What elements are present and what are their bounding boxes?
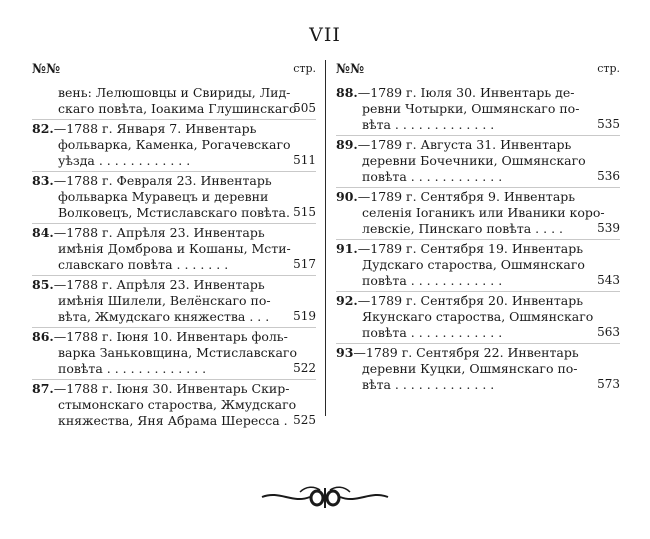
index-entry [336,137,620,188]
entry-number: 92. [336,293,358,308]
entry-line: 89.—1789 г. Августа 31. Инвентарь [336,137,572,152]
entry-line: имѣнія Домброва и Кошаны, Мсти- [58,241,291,256]
entry-line: 88.—1789 г. Іюля 30. Инвентарь де- [336,85,575,100]
entry-page-number: 522 [293,361,316,375]
index-entry [32,381,316,431]
page-column-label: стр. [597,62,620,75]
entry-page-number: 511 [293,153,316,167]
entry-line: селенія Іоганикъ или Иваники коро- [362,205,605,220]
index-entry [32,121,316,172]
entry-number: 85. [32,277,54,292]
index-entry [336,189,620,240]
right-column-header [336,62,620,84]
entry-line: Дудскаго староства, Ошмянскаго [362,257,585,272]
entry-page-number: 515 [293,205,316,219]
entry-line: левскіе, Пинскаго повѣта . . . . [362,221,563,236]
right-column [336,62,620,395]
page-number: VII [309,24,341,46]
entry-line: 87.—1788 г. Іюня 30. Инвентарь Скир- [32,381,290,396]
entry-line: 84.—1788 г. Апрѣля 23. Инвентарь [32,225,265,240]
entry-number: 82. [32,121,54,136]
entry-line: деревни Куцки, Ошмянскаго по- [362,361,578,376]
entry-line: Волковецъ, Мстиславскаго повѣта. [58,205,290,220]
entry-page-number: 517 [293,257,316,271]
left-column-header [32,62,316,84]
entry-page-number: 563 [597,325,620,339]
index-entry [32,225,316,276]
entry-line: 92.—1789 г. Сентября 20. Инвентарь [336,293,584,308]
entry-number: 88. [336,85,358,100]
entry-line: 82.—1788 г. Января 7. Инвентарь [32,121,257,136]
entry-number: 87. [32,381,54,396]
entry-number: 91. [336,241,358,256]
entry-line: фольварка Муравецъ и деревни [58,189,269,204]
entry-page-number: 543 [597,273,620,287]
index-entry [336,85,620,136]
entry-line: варка Заньковщина, Мстиславскаго [58,345,297,360]
entry-page-number: 505 [293,101,316,115]
index-entry [32,277,316,328]
entry-line: вѣта . . . . . . . . . . . . . [362,377,495,392]
entry-line: вѣта . . . . . . . . . . . . . [362,117,495,132]
number-column-label: №№ [336,62,365,77]
entry-line: повѣта . . . . . . . . . . . . [362,325,503,340]
entry-line: деревни Бочечники, Ошмянскаго [362,153,586,168]
entry-line: стымонскаго староства, Жмудскаго [58,397,297,412]
entry-line: княжества, Яня Абрама Шересса . [58,413,288,428]
entry-line: повѣта . . . . . . . . . . . . [362,169,503,184]
left-column [32,62,316,431]
entry-line: Якунскаго староства, Ошмянскаго [362,309,594,324]
entry-line: 91.—1789 г. Сентября 19. Инвентарь [336,241,584,256]
number-column-label: №№ [32,62,61,77]
entry-line: 93—1789 г. Сентября 22. Инвентарь [336,345,579,360]
entry-line: вень: Лелюшовцы и Свириды, Лид- [58,85,291,100]
entry-line: повѣта . . . . . . . . . . . . . [58,361,207,376]
entry-page-number: 525 [293,413,316,427]
entry-number: 84. [32,225,54,240]
entry-number: 89. [336,137,358,152]
entry-line: фольварка, Каменка, Рогачевскаго [58,137,291,152]
entry-number: 83. [32,173,54,188]
entry-line: 86.—1788 г. Іюня 10. Инвентарь фоль- [32,329,288,344]
index-entry [32,329,316,380]
entry-page-number: 536 [597,169,620,183]
left-entry-list [32,85,316,431]
entry-line: ревни Чотырки, Ошмянскаго по- [362,101,580,116]
right-entry-list [336,85,620,395]
index-entry [32,85,316,120]
entry-number: 90. [336,189,358,204]
entry-page-number: 519 [293,309,316,323]
index-entry [32,173,316,224]
entry-page-number: 573 [597,377,620,391]
entry-line: скаго повѣта, Іоакима Глушинскаго [58,101,297,116]
index-entry [336,241,620,292]
entry-line: 90.—1789 г. Сентября 9. Инвентарь [336,189,576,204]
entry-line: уѣзда . . . . . . . . . . . . [58,153,191,168]
flourish-icon [260,484,390,510]
entry-line: имѣнія Шилели, Велёнскаго по- [58,293,271,308]
page-column-label: стр. [293,62,316,75]
index-entry [336,345,620,395]
entry-line: вѣта, Жмудскаго княжества . . . [58,309,270,324]
entry-number: 93 [336,345,354,360]
entry-number: 86. [32,329,54,344]
entry-line: 85.—1788 г. Апрѣля 23. Инвентарь [32,277,265,292]
entry-page-number: 539 [597,221,620,235]
index-entry [336,293,620,344]
entry-line: 83.—1788 г. Февраля 23. Инвентарь [32,173,272,188]
column-divider [325,60,326,416]
decorative-ornament [0,484,650,514]
entry-line: славскаго повѣта . . . . . . . [58,257,229,272]
entry-line: повѣта . . . . . . . . . . . . [362,273,503,288]
entry-page-number: 535 [597,117,620,131]
